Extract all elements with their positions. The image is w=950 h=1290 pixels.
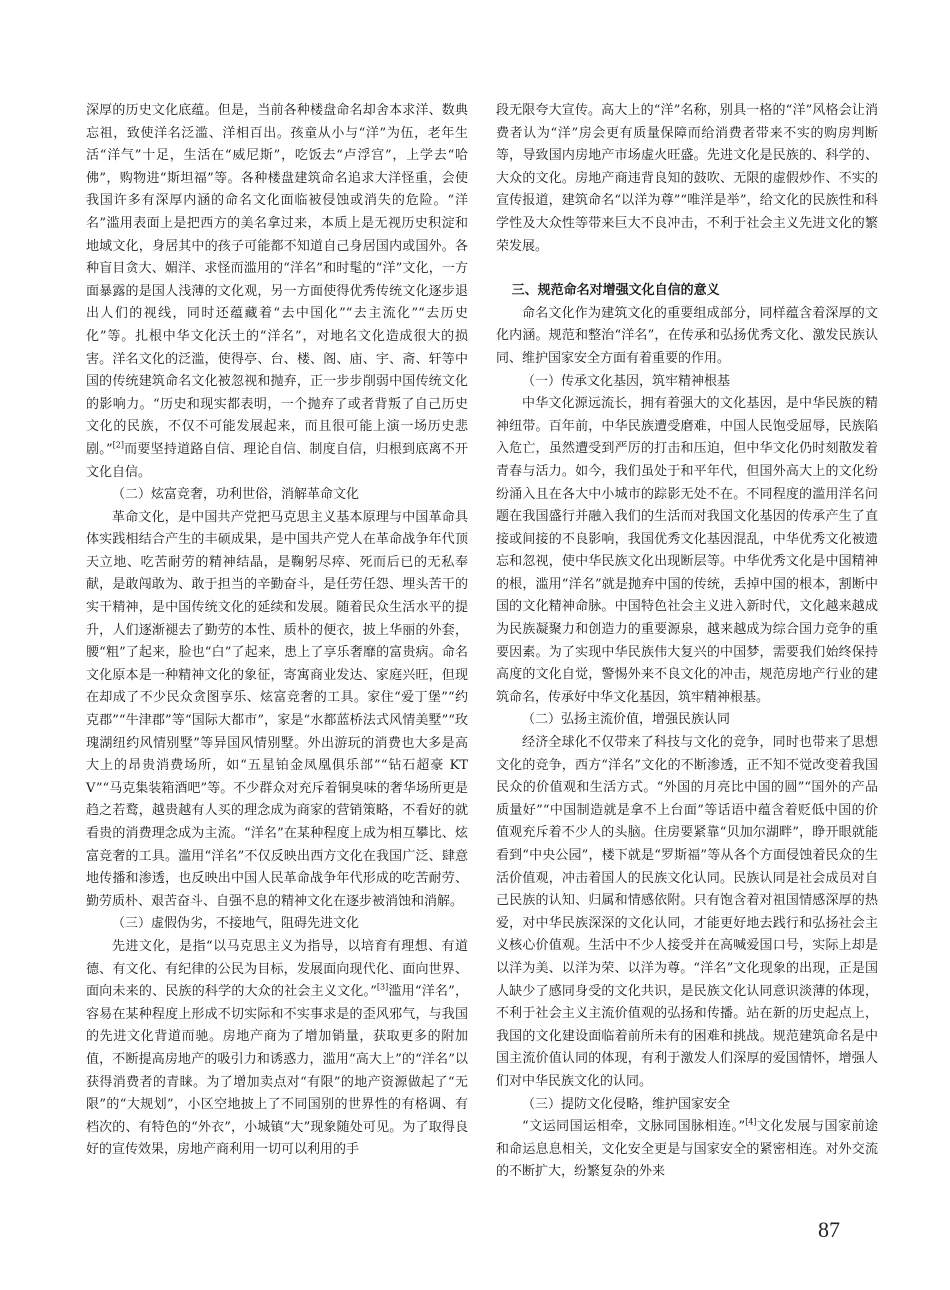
paragraph-text: 而要坚持道路自信、理论自信、制度自信，归根到底离不开文化自信。 [86,441,468,480]
paragraph: 中华文化源远流长，拥有着强大的文化基因，是中华民族的精神纽带。百年前，中华民族遭受磨难，中国人民饱受屈辱，民族陷入危亡，虽然遭受到严厉的打击和压迫，但中华文化仍时刻散发着青春与活力。如今，我们虽处于和平年代，但国外高大上的文化纷纷涌入且在各大中小城市的踪影无处不在。不同程度的滥用洋名问题在我国盛行并融入我们的生活而对我国文化基因的传承产生了直接或间接的不良影响，我国优秀文化基因混乱，中华优秀文化被遗忘和忽视，使中华民族文化出现断层等。中华优秀文化是中国精神的根，滥用“洋名”就是抛弃中国的传统，丢掉中国的根本，割断中国的文化精神命脉。中国特色社会主义进入新时代，文化越来越成为民族凝聚力和创造力的重要源泉，越来越成为综合国力竞争的重要因素。为了实现中华民族伟大复兴的中国梦，需要我们始终保持高度的文化自觉，警惕外来不良文化的冲击，规范房地产行业的建筑命名，传承好中华文化基因，筑牢精神根基。 [496,396,878,705]
paragraph-text: 文化发展与国家前途和命运息息相关，文化安全更是与国家安全的紧密相连。对外交流的不断扩大，纷繁复杂的外来 [496,1119,878,1180]
paragraph-text: 深厚的历史文化底蕴。但是，当前各种楼盘命名却舍本求洋、数典忘祖，致使洋名泛滥、洋相百出。孩童从小与“洋”为伍，老年生活“洋气”十足，生活在“威尼斯”，吃饭去“卢浮宫”，上学去“哈佛”，购物进“斯坦福”等。各种楼盘建筑命名追求大洋怪重，会使我国许多有深厚内涵的命名文化面临被侵蚀或消失的危险。“洋名”滥用表面上是把西方的美名拿过来，本质上是无视历史积淀和地域文化，身居其中的孩子可能都不知道自己身居国内或国外。各种盲目贪大、媚洋、求怪而滥用的“洋名”和时髦的“洋”文化，一方面暴露的是国人浅薄的文化观，另一方面使得优秀传统文化逐步退出人们的视线，同时还蕴藏着“去中国化”“去主流化”“去历史化”等。扎根中华文化沃土的“洋名”，对地名文化造成很大的损害。洋名文化的泛滥，使得亭、台、楼、阁、庙、宇、斋、轩等中国的传统建筑命名文化被忽视和抛弃，正一步步削弱中国传统文化的影响力。“历史和现实都表明，一个抛弃了或者背叛了自己历史文化的民族，不仅不可能发展起来，而且很可能上演一场历史悲剧。” [86,103,468,457]
paragraph [86,936,468,1162]
citation-marker: [2] [112,440,124,450]
page-number: 87 [818,1217,840,1242]
citation-marker: [4] [745,1117,757,1127]
journal-page [86,100,878,1230]
paragraph [496,1116,878,1184]
citation-marker: [3] [376,982,389,992]
right-column [496,100,878,1184]
left-column [86,100,468,1162]
subsection-heading: （三）虚假伪劣，不接地气，阻碍先进文化 [112,916,360,932]
paragraph-text: 先进文化，是指“以马克思主义为指导，以培育有理想、有道德、有文化、有纪律的公民为目标，发展面向现代化、面向世界、面向未来的、民族的科学的大众的社会主义文化。” [86,938,468,1000]
paragraph: 段无限夸大宣传。高大上的“洋”名称，别具一格的“洋”风格会让消费者认为“洋”房会更有质量保障而给消费者带来不实的购房判断等，导致国内房地产市场虚火旺盛。先进文化是民族的、科学的、大众的文化。房地产商违背良知的鼓吹、无限的虚假炒作、不实的宣传报道，建筑命名“以洋为尊”“唯洋是举”，给文化的民族性和科学性及大众性等带来巨大不良冲击，不利于社会主义先进文化的繁荣发展。 [496,103,878,254]
subsection-heading: （二）炫富竞奢，功利世俗，消解革命文化 [112,487,360,503]
paragraph: 经济全球化不仅带来了科技与文化的竞争，同时也带来了思想文化的竞争，西方“洋名”文化的不断渗透，正不知不觉改变着我国民众的价值观和生活方式。“外国的月亮比中国的圆”“国外的产品质量好”“中国制造就是拿不上台面”等话语中蕴含着贬低中国的价值观充斥着不少人的头脑。住房要紧靠“贝加尔湖畔”，睁开眼就能看到“中央公园”，楼下就是“罗斯福”等从各个方面侵蚀着民众的生活价值观，冲击着国人的民族文化认同。民族认同是社会成员对自己民族的认知、归属和情感依附。只有饱含着对祖国情感深厚的热爱，对中华民族深深的文化认同，才能更好地去践行和弘扬社会主义核心价值观。生活中不少人接受并在高喊爱国口号，实际上却是以洋为美、以洋为荣、以洋为尊。“洋名”文化现象的出现，正是国人缺少了感同身受的文化共识，是民族文化认同意识淡薄的体现，不利于社会主义主流价值观的弘扬和传播。站在新的历史起点上，我国的文化建设面临着前所未有的困难和挑战。规范建筑命名是中国主流价值认同的体现，有利于激发人们深厚的爱国情怀，增强人们对中华民族文化的认同。 [496,735,878,1089]
paragraph-text: “文运同国运相牵，文脉同国脉相连。” [522,1119,746,1135]
paragraph-text: 滥用“洋名”，容易在某种程度上形成不切实际和不实事求是的歪风邪气，与我国的先进文化背道而驰。房地产商为了增加销量，获取更多的附加值，不断提高房地产的吸引力和诱惑力，滥用“高大上”的“洋名”以获得消费者的青睐。为了增加卖点对“有限”的地产资源做起了“无限”的“大规划”，小区空地披上了不同国别的世界性的有格调、有档次的、有特色的“外衣”，小城镇“大”现象随处可见。为了取得良好的宣传效果，房地产商利用一切可以利用的手 [86,984,468,1158]
subsection-heading: （三）提防文化侵略，维护国家安全 [522,1096,731,1112]
subsection-heading: （一）传承文化基因，筑牢精神根基 [522,373,731,389]
paragraph: 革命文化，是中国共产党把马克思主义基本原理与中国革命具体实践相结合产生的丰硕成果，是中国共产党人在革命战争年代顶天立地、吃苦耐劳的精神结晶，是鞠躬尽瘁、死而后已的无私奉献，是敢闯敢为、敢于担当的辛勤奋斗，是任劳任怨、埋头苦干的实干精神，是中国传统文化的延续和发展。随着民众生活水平的提升，人们逐渐褪去了勤劳的本性、质朴的便衣，披上华丽的外套，腰“粗”了起来，脸也“白”了起来，患上了享乐奢靡的富贵病。命名文化原本是一种精神文化的象征，寄寓商业发达、家庭兴旺，但现在却成了不少民众贪图享乐、炫富竞奢的工具。家住“爱丁堡”“约克郡”“牛津郡”等“国际大都市”，家是“水都蓝桥法式风情美墅”“玫瑰湖纽约风情别墅”等异国风情别墅。外出游玩的消费也大多是高大上的昂贵消费场所，如“五星铂金凤凰俱乐部”“钻石超豪 KTV”“马克集装箱酒吧”等。不少群众对充斥着铜臭味的奢华场所更是趋之若鹜，越贵越有人买的理念成为商家的营销策略，不看好的就看贵的消费理念成为主流。“洋名”在某种程度上成为相互攀比、炫富竞奢的工具。滥用“洋名”不仅反映出西方文化在我国广泛、肆意地传播和渗透，也反映出中国人民革命战争年代形成的吃苦耐劳、勤劳质朴、艰苦奋斗、自强不息的精神文化在逐步被消蚀和消解。 [86,509,468,909]
paragraph: 命名文化作为建筑文化的重要组成部分，同样蕴含着深厚的文化内涵。规范和整治“洋名”，在传承和弘扬优秀文化、激发民族认同、维护国家安全方面有着重要的作用。 [496,305,878,366]
paragraph [86,100,468,484]
section-heading: 三、规范命名对增强文化自信的意义 [511,283,720,299]
subsection-heading: （二）弘扬主流价值，增强民族认同 [522,712,731,728]
